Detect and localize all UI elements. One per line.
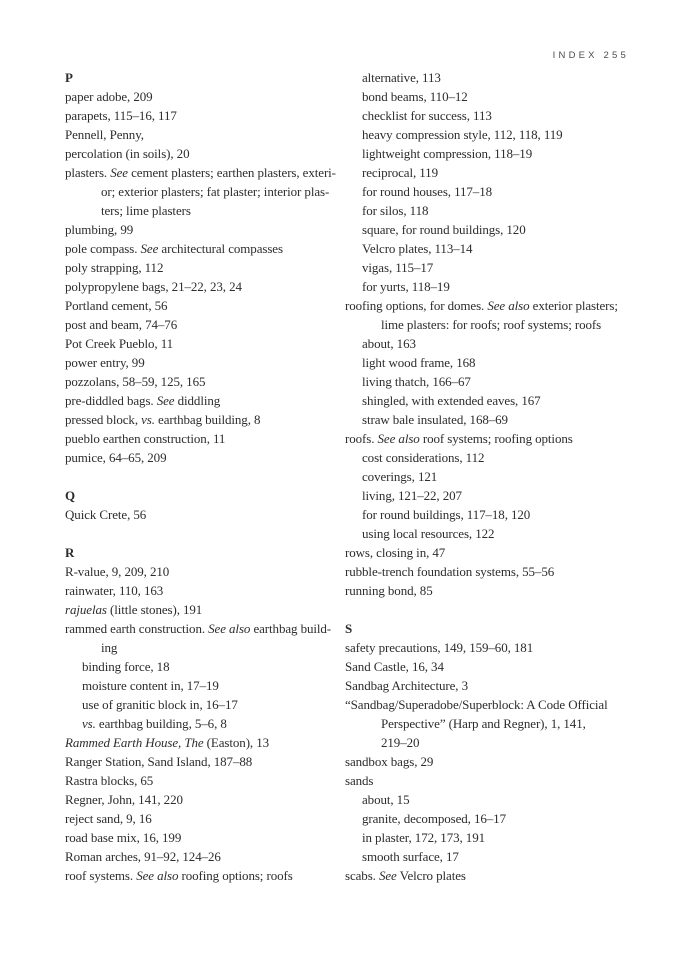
entry-text: ing (101, 640, 118, 655)
entry-text: square, for round buildings, 120 (362, 222, 526, 237)
index-entry (65, 600, 350, 619)
index-entry (65, 714, 350, 733)
entry-text: granite, decomposed, 16–17 (362, 811, 506, 826)
index-entry (65, 562, 350, 581)
entry-text: scabs. (345, 868, 379, 883)
entry-text: checklist for success, 113 (362, 108, 492, 123)
cross-reference-text: See also (487, 298, 530, 313)
index-entry (65, 87, 350, 106)
entry-text: pozzolans, 58–59, 125, 165 (65, 374, 206, 389)
index-entry (345, 410, 660, 429)
index-entry (65, 220, 350, 239)
entry-text: Quick Crete, 56 (65, 507, 147, 522)
entry-text: Regner, John, 141, 220 (65, 792, 183, 807)
entry-text: percolation (in soils), 20 (65, 146, 190, 161)
entry-text: for yurts, 118–19 (362, 279, 450, 294)
entry-text: Pennell, Penny, (65, 127, 144, 142)
entry-text: 219–20 (381, 735, 420, 750)
index-entry (65, 695, 350, 714)
index-entry (345, 201, 660, 220)
entry-text: roof systems. (65, 868, 137, 883)
index-entry (65, 828, 350, 847)
index-entry (345, 220, 660, 239)
entry-text: architectural compasses (158, 241, 283, 256)
index-entry (345, 714, 660, 733)
entry-text: post and beam, 74–76 (65, 317, 178, 332)
entry-text: about, 15 (362, 792, 410, 807)
index-entry (65, 106, 350, 125)
index-entry (345, 657, 660, 676)
entry-text: paper adobe, 209 (65, 89, 153, 104)
index-entry (345, 296, 660, 315)
entry-text: exterior plasters; (529, 298, 618, 313)
index-entry (345, 581, 660, 600)
entry-text: in plaster, 172, 173, 191 (362, 830, 485, 845)
index-entry (345, 676, 660, 695)
entry-text: rubble-trench foundation systems, 55–56 (345, 564, 555, 579)
entry-text: reject sand, 9, 16 (65, 811, 152, 826)
section-heading: P (65, 70, 73, 85)
section-gap (65, 524, 350, 543)
cross-reference-text: vs. (141, 412, 155, 427)
index-entry (345, 144, 660, 163)
entry-text: Portland cement, 56 (65, 298, 168, 313)
entry-text: poly strapping, 112 (65, 260, 164, 275)
entry-text: earthbag build- (250, 621, 332, 636)
entry-text: roofs. (345, 431, 378, 446)
index-entry (65, 410, 350, 429)
index-entry (65, 144, 350, 163)
index-entry (345, 163, 660, 182)
entry-text: pre-diddled bags. (65, 393, 157, 408)
index-entry (65, 771, 350, 790)
entry-text: binding force, 18 (82, 659, 170, 674)
index-entry (65, 334, 350, 353)
entry-text: “Sandbag/Superadobe/Superblock: A Code Official (345, 697, 608, 712)
index-entry (65, 163, 350, 182)
index-entry (65, 752, 350, 771)
entry-text: Perspective” (Harp and Regner), 1, 141, (381, 716, 586, 731)
cross-reference-text: See (156, 393, 175, 408)
index-entry (65, 733, 350, 752)
index-entry (345, 106, 660, 125)
index-entry (65, 258, 350, 277)
entry-text: Pot Creek Pueblo, 11 (65, 336, 174, 351)
index-entry (345, 391, 660, 410)
entry-text: pressed block, (65, 412, 142, 427)
cross-reference-text: See also (136, 868, 179, 883)
entry-text: earthbag building, 8 (154, 412, 261, 427)
entry-text: pueblo earthen construction, 11 (65, 431, 226, 446)
entry-text: running bond, 85 (345, 583, 433, 598)
index-column-right (345, 68, 660, 885)
index-entry (65, 676, 350, 695)
entry-text: earthbag building, 5–6, 8 (95, 716, 227, 731)
index-entry (345, 239, 660, 258)
index-entry (65, 239, 350, 258)
entry-text: reciprocal, 119 (362, 165, 438, 180)
entry-text: rainwater, 110, 163 (65, 583, 164, 598)
index-entry (345, 486, 660, 505)
entry-text: pole compass. (65, 241, 141, 256)
entry-text: road base mix, 16, 199 (65, 830, 182, 845)
cross-reference-text: See (378, 868, 397, 883)
section-gap (345, 600, 660, 619)
cross-reference-text: See also (377, 431, 420, 446)
index-entry (345, 771, 660, 790)
cross-reference-text: See (140, 241, 159, 256)
index-entry (345, 429, 660, 448)
index-entry (345, 790, 660, 809)
index-entry (345, 505, 660, 524)
entry-text: living thatch, 166–67 (362, 374, 471, 389)
entry-text: sands (345, 773, 374, 788)
cross-reference-text: Rammed Earth House, The (65, 735, 204, 750)
entry-text: roofing options; roofs (178, 868, 293, 883)
entry-text: or; exterior plasters; fat plaster; interior plas- (101, 184, 330, 199)
index-entry (345, 809, 660, 828)
index-entry (345, 353, 660, 372)
entry-text: shingled, with extended eaves, 167 (362, 393, 541, 408)
index-entry (65, 790, 350, 809)
index-entry (65, 847, 350, 866)
section-heading: S (345, 621, 353, 636)
index-entry (345, 334, 660, 353)
entry-text: for silos, 118 (362, 203, 429, 218)
entry-text: Rastra blocks, 65 (65, 773, 154, 788)
entry-text: vigas, 115–17 (362, 260, 434, 275)
entry-text: coverings, 121 (362, 469, 438, 484)
index-entry (345, 125, 660, 144)
entry-text: sandbox bags, 29 (345, 754, 434, 769)
entry-text: straw bale insulated, 168–69 (362, 412, 508, 427)
cross-reference-text: rajuelas (65, 602, 107, 617)
index-entry (65, 372, 350, 391)
entry-text: (Easton), 13 (203, 735, 270, 750)
entry-text: bond beams, 110–12 (362, 89, 468, 104)
index-entry (345, 277, 660, 296)
index-entry (65, 581, 350, 600)
index-entry (345, 315, 660, 334)
index-entry (65, 125, 350, 144)
entry-text: Ranger Station, Sand Island, 187–88 (65, 754, 253, 769)
index-entry (345, 543, 660, 562)
entry-text: use of granitic block in, 16–17 (82, 697, 238, 712)
entry-text: plasters. (65, 165, 111, 180)
index-entry (345, 847, 660, 866)
entry-text: roof systems; roofing options (419, 431, 573, 446)
index-entry (345, 562, 660, 581)
index-entry (65, 619, 350, 638)
entry-text: light wood frame, 168 (362, 355, 476, 370)
entry-text: plumbing, 99 (65, 222, 134, 237)
index-entry (65, 866, 350, 885)
entry-text: lime plasters: for roofs; roof systems; roofs (381, 317, 602, 332)
entry-text: lightweight compression, 118–19 (362, 146, 533, 161)
index-entry (345, 467, 660, 486)
cross-reference-text: See (110, 165, 128, 180)
cross-reference-text: See also (208, 621, 251, 636)
index-entry (65, 296, 350, 315)
entry-text: cement plasters; earthen plasters, exteri- (127, 165, 336, 180)
index-entry (65, 429, 350, 448)
entry-text: power entry, 99 (65, 355, 145, 370)
index-entry (65, 277, 350, 296)
index-entry (65, 182, 350, 201)
entry-text: Sand Castle, 16, 34 (345, 659, 444, 674)
index-entry (345, 752, 660, 771)
index-entry (345, 828, 660, 847)
running-head (553, 50, 629, 61)
entry-text: pumice, 64–65, 209 (65, 450, 167, 465)
entry-text: Sandbag Architecture, 3 (345, 678, 468, 693)
entry-text: cost considerations, 112 (362, 450, 485, 465)
index-entry (345, 695, 660, 714)
index-entry (65, 809, 350, 828)
index-entry (65, 391, 350, 410)
index-entry (345, 638, 660, 657)
index-entry (65, 353, 350, 372)
index-entry (345, 448, 660, 467)
index-entry (345, 733, 660, 752)
entry-text: Velcro plates, 113–14 (362, 241, 473, 256)
index-entry (65, 201, 350, 220)
entry-text: roofing options, for domes. (345, 298, 488, 313)
index-entry (65, 657, 350, 676)
index-entry (345, 87, 660, 106)
index-entry (65, 315, 350, 334)
entry-text: for round buildings, 117–18, 120 (362, 507, 531, 522)
entry-text: alternative, 113 (362, 70, 441, 85)
index-entry (345, 68, 660, 87)
entry-text: moisture content in, 17–19 (82, 678, 219, 693)
index-entry (65, 638, 350, 657)
entry-text: living, 121–22, 207 (362, 488, 462, 503)
entry-text: rammed earth construction. (65, 621, 209, 636)
index-entry (345, 182, 660, 201)
index-entry (65, 448, 350, 467)
entry-text: Velcro plates (396, 868, 466, 883)
entry-text: rows, closing in, 47 (345, 545, 446, 560)
index-entry (345, 866, 660, 885)
entry-text: (little stones), 191 (106, 602, 203, 617)
index-entry (345, 372, 660, 391)
index-entry (345, 524, 660, 543)
section-heading: R (65, 545, 75, 560)
entry-text: about, 163 (362, 336, 416, 351)
entry-text: polypropylene bags, 21–22, 23, 24 (65, 279, 242, 294)
entry-text: using local resources, 122 (362, 526, 495, 541)
entry-text: smooth surface, 17 (362, 849, 459, 864)
running-head-text: INDEX 255 (552, 50, 629, 61)
entry-text: for round houses, 117–18 (362, 184, 492, 199)
entry-text: safety precautions, 149, 159–60, 181 (345, 640, 534, 655)
entry-text: Roman arches, 91–92, 124–26 (65, 849, 221, 864)
section-gap (65, 467, 350, 486)
section-heading: Q (65, 488, 76, 503)
cross-reference-text: vs. (82, 716, 96, 731)
entry-text: R-value, 9, 209, 210 (65, 564, 170, 579)
index-entry (65, 505, 350, 524)
entry-text: parapets, 115–16, 117 (65, 108, 177, 123)
entry-text: heavy compression style, 112, 118, 119 (362, 127, 563, 142)
index-column-left (65, 68, 350, 885)
entry-text: diddling (174, 393, 221, 408)
entry-text: ters; lime plasters (101, 203, 191, 218)
index-entry (345, 258, 660, 277)
